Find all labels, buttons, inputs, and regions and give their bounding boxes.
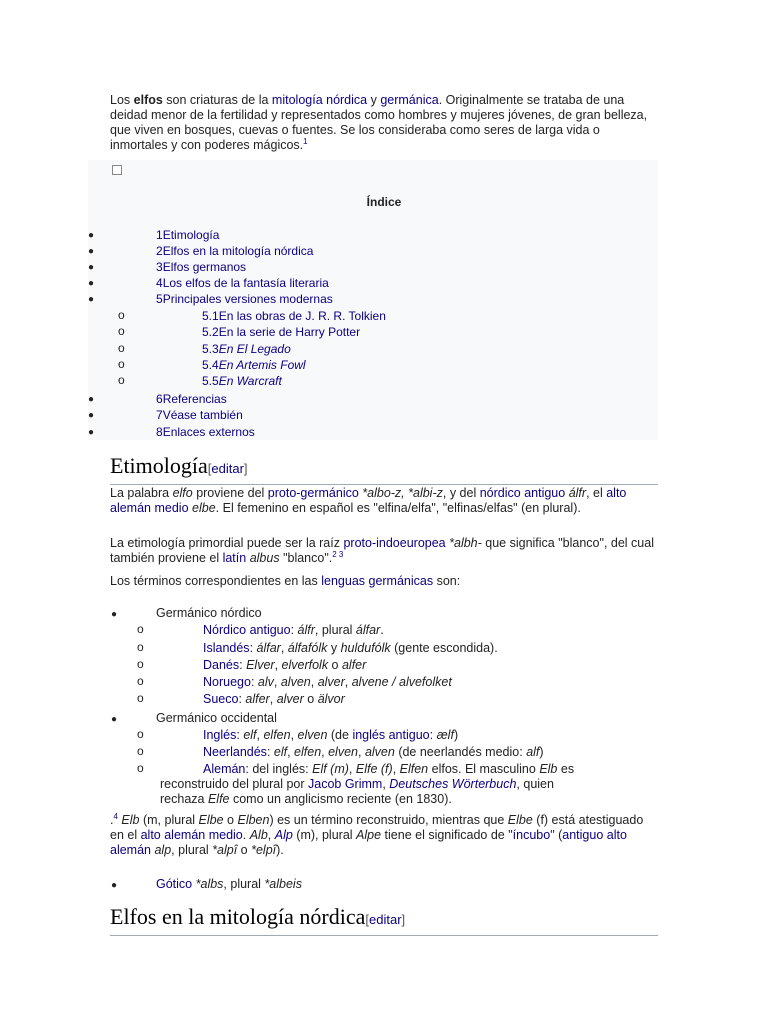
- text: :: [266, 745, 274, 759]
- link-sueco[interactable]: Sueco: [203, 692, 239, 706]
- term: álfr: [297, 623, 315, 637]
- link-alto[interactable]: alto: [606, 486, 627, 500]
- text: que significa "blanco", del cual también proviene el: [110, 536, 654, 565]
- text: (m, plural: [139, 813, 199, 827]
- toc-link[interactable]: Elfos en la mitología nórdica: [162, 244, 314, 258]
- bullet: ●: [88, 410, 95, 421]
- toc-number[interactable]: 8: [156, 425, 163, 439]
- list-item-neerlandes: [203, 744, 544, 760]
- heading-etimologia-text: Etimología: [110, 453, 208, 478]
- link-alto[interactable]: alto: [140, 828, 161, 842]
- link-antiguo[interactable]: antiguo: [249, 623, 291, 637]
- circle-bullet: o: [137, 727, 144, 741]
- etimologia-paragraph-4: [110, 813, 658, 858]
- text: "blanco".: [279, 551, 333, 565]
- term: alf: [526, 745, 540, 759]
- term: alfer: [245, 692, 270, 706]
- list-item-nordico-antiguo: [203, 622, 384, 638]
- toc-link[interactable]: En El Legado: [218, 342, 291, 356]
- bullet: ●: [88, 294, 95, 305]
- text: ) es un término reconstruido, mientras que: [269, 813, 508, 827]
- text: , el: [586, 486, 607, 500]
- term: elven: [328, 745, 358, 759]
- toc-item[interactable]: [156, 407, 243, 423]
- toc-item[interactable]: [202, 324, 360, 340]
- term: huldufólk: [340, 641, 391, 655]
- etimologia-paragraph-2: [110, 536, 658, 566]
- text: :: [239, 658, 247, 672]
- bullet: ●: [111, 714, 118, 725]
- text: , y del: [442, 486, 480, 500]
- text: (gente escondida).: [390, 641, 498, 655]
- circle-bullet: o: [137, 657, 144, 671]
- link-aleman[interactable]: alemán: [110, 501, 151, 515]
- term: Elb: [121, 813, 140, 827]
- text: (de: [327, 728, 353, 742]
- toc-number[interactable]: 3: [156, 260, 163, 274]
- text: ,: [392, 762, 400, 776]
- term: *albeis: [264, 877, 302, 891]
- heading-nordica-text: Elfos en la mitología nórdica: [110, 904, 366, 929]
- link-deutsches-worterbuch[interactable]: Deutsches Wörterbuch: [389, 777, 517, 791]
- toc-item[interactable]: [156, 227, 219, 243]
- link-aleman[interactable]: alemán: [110, 843, 151, 857]
- toc-link[interactable]: En la serie de Harry Potter: [218, 325, 361, 339]
- text: ): [539, 745, 544, 759]
- bullet: ●: [111, 880, 118, 891]
- text: " (: [550, 828, 563, 842]
- list-item-islandes: [203, 640, 498, 656]
- toc-number[interactable]: 5.3: [202, 342, 219, 356]
- link-antiguo[interactable]: antiguo: [388, 728, 430, 742]
- text: , plural: [171, 843, 213, 857]
- text: (m), plural: [292, 828, 357, 842]
- toc-item[interactable]: [156, 243, 313, 259]
- term: älvor: [317, 692, 345, 706]
- link-nordico[interactable]: Nórdico: [203, 623, 247, 637]
- term: álfar: [256, 641, 281, 655]
- term-elbe: elbe: [192, 501, 216, 515]
- text: , plural: [314, 623, 356, 637]
- term: *albs: [195, 877, 224, 891]
- term: alfer: [341, 658, 367, 672]
- link-alp[interactable]: Alp: [274, 828, 293, 842]
- toc-item[interactable]: [202, 308, 386, 324]
- circle-bullet: o: [137, 761, 144, 775]
- text: elfos. El masculino: [428, 762, 540, 776]
- text: , quien: [516, 777, 554, 791]
- circle-bullet: o: [118, 373, 125, 387]
- intro-text: son criaturas de la: [162, 93, 272, 107]
- text: .: [110, 813, 114, 827]
- ref-2-3[interactable]: 2 3: [332, 549, 344, 559]
- link-antiguo[interactable]: antiguo: [524, 486, 566, 500]
- term: alver: [276, 692, 304, 706]
- bullet: ●: [88, 262, 95, 273]
- bullet: ●: [88, 246, 95, 257]
- list-item-aleman-line3: [160, 791, 452, 807]
- term: *elpî: [251, 843, 277, 857]
- text: La etimología primordial puede ser la raíz: [110, 536, 344, 550]
- toc-link[interactable]: Etimología: [162, 228, 220, 242]
- term: alvene / alvefolket: [351, 675, 452, 689]
- link-lenguas-germanicas[interactable]: lenguas germánicas: [321, 574, 434, 588]
- toc-item[interactable]: [156, 291, 333, 307]
- term: elfen: [294, 745, 322, 759]
- text: Los términos correspondientes en las: [110, 574, 322, 588]
- toc-link[interactable]: En Warcraft: [218, 374, 282, 388]
- term: elf: [273, 745, 288, 759]
- toc-link[interactable]: Referencias: [162, 392, 227, 406]
- term: Elfe (f): [355, 762, 393, 776]
- toc-number[interactable]: 6: [156, 392, 163, 406]
- bullet: ●: [88, 394, 95, 405]
- term: Elver: [246, 658, 275, 672]
- bullet: ●: [88, 230, 95, 241]
- toc-item[interactable]: [202, 357, 306, 373]
- text: ): [453, 728, 459, 742]
- text: :: [236, 728, 244, 742]
- etimologia-paragraph-3: [110, 574, 658, 589]
- toc-number[interactable]: 5.5: [202, 374, 219, 388]
- text: .: [242, 828, 250, 842]
- text: ,: [348, 762, 356, 776]
- circle-bullet: o: [137, 674, 144, 688]
- text: :: [238, 692, 246, 706]
- toc-number[interactable]: 7: [156, 408, 163, 422]
- intro-text: . Originalmente se trataba de una deidad menor de la fertilidad y representados como hombres y mujeres jóvenes, de gran belleza, que viven en bosques, cuevas o fuentes. Se los consideraba como seres de larga vida o inmortales y con poderes mágicos.: [110, 93, 648, 152]
- toc-number[interactable]: 5.2: [202, 325, 219, 339]
- text: ,: [287, 745, 295, 759]
- term: alver: [317, 675, 345, 689]
- intro-text: Los: [110, 93, 134, 107]
- toc-item[interactable]: [156, 275, 329, 291]
- text: reconstruido del plural por: [160, 777, 308, 791]
- circle-bullet: o: [137, 691, 144, 705]
- text: como un anglicismo reciente (en 1830).: [229, 792, 452, 806]
- term: Alb: [249, 828, 268, 842]
- term: álfafólk: [287, 641, 328, 655]
- text: .: [380, 623, 384, 637]
- link-ingles[interactable]: Inglés: [203, 728, 237, 742]
- text: ,: [256, 728, 264, 742]
- text: o: [223, 813, 238, 827]
- link-proto-indoeuropea[interactable]: proto-indoeuropea: [343, 536, 446, 550]
- edit-bracket: ]: [243, 461, 248, 476]
- text: es: [557, 762, 575, 776]
- text: : del inglés:: [245, 762, 313, 776]
- text: ,: [274, 658, 282, 672]
- link-latin[interactable]: latín: [222, 551, 247, 565]
- term: elfen: [263, 728, 291, 742]
- intro-paragraph: [110, 93, 658, 153]
- toc-number[interactable]: 5.4: [202, 358, 219, 372]
- edit-bracket: [: [207, 461, 212, 476]
- link-incubo[interactable]: íncubo: [512, 828, 551, 842]
- list-item-aleman: [203, 761, 574, 777]
- text: son:: [433, 574, 461, 588]
- term: alven: [364, 745, 395, 759]
- term: alven: [280, 675, 311, 689]
- text: o: [303, 692, 318, 706]
- bullet: ●: [88, 278, 95, 289]
- term: alv: [257, 675, 274, 689]
- text: :: [250, 675, 258, 689]
- toc-number[interactable]: 2: [156, 244, 163, 258]
- circle-bullet: o: [118, 308, 125, 322]
- term: Elb: [539, 762, 558, 776]
- toc-link[interactable]: Enlaces externos: [162, 425, 255, 439]
- term: Elf (m): [312, 762, 349, 776]
- term: alp: [154, 843, 172, 857]
- edit-link-nordica[interactable]: editar: [369, 912, 402, 927]
- heading-etimologia: [110, 453, 658, 485]
- text: ,: [358, 745, 365, 759]
- text: ,: [321, 745, 329, 759]
- text: rechaza: [160, 792, 208, 806]
- circle-bullet: o: [118, 341, 125, 355]
- list-item-west-group: Germánico occidental: [156, 711, 277, 725]
- term: álfar: [355, 623, 381, 637]
- toc-number[interactable]: 1: [156, 228, 163, 242]
- text: , plural: [223, 877, 265, 891]
- text: La palabra: [110, 486, 173, 500]
- link-aleman[interactable]: alemán: [164, 828, 206, 842]
- term-albo: *albo-z, *albi-z: [358, 486, 443, 500]
- toc-item[interactable]: [202, 341, 291, 357]
- term: ælf: [436, 728, 454, 742]
- text: ,: [310, 675, 318, 689]
- text: o: [328, 658, 342, 672]
- text: ,: [344, 675, 352, 689]
- toc-number[interactable]: 5.1: [202, 309, 219, 323]
- link-nordico[interactable]: nórdico: [479, 486, 521, 500]
- text: :: [290, 623, 298, 637]
- term: elf: [243, 728, 257, 742]
- list-item-aleman-line2: [160, 776, 554, 792]
- term: Elben: [237, 813, 270, 827]
- text: ,: [280, 641, 288, 655]
- etimologia-paragraph-1: [110, 486, 658, 516]
- list-item-noruego: [203, 674, 452, 690]
- bullet: ●: [111, 609, 118, 620]
- text: ,: [267, 828, 275, 842]
- term: elverfolk: [281, 658, 329, 672]
- edit-link-etimologia[interactable]: editar: [211, 461, 244, 476]
- toc-link[interactable]: Los elfos de la fantasía literaria: [162, 276, 329, 290]
- list-item-sueco: [203, 691, 345, 707]
- link-aleman[interactable]: Alemán: [203, 762, 246, 776]
- text: :: [429, 728, 437, 742]
- intro-elfos-bold: elfos: [133, 93, 163, 107]
- text: (f) está atestiguado en el: [110, 813, 644, 842]
- text: ,: [382, 777, 390, 791]
- term: Elfen: [399, 762, 429, 776]
- list-item-danes: [203, 657, 366, 673]
- toc-title: Índice: [366, 195, 402, 209]
- link-medio[interactable]: medio: [154, 501, 189, 515]
- toc-number[interactable]: 4: [156, 276, 163, 290]
- term-alfr: álfr: [568, 486, 587, 500]
- toc-item[interactable]: [156, 391, 227, 407]
- term-albus: albus: [249, 551, 280, 565]
- link-antiguo[interactable]: antiguo: [562, 828, 604, 842]
- link-proto-germanico[interactable]: proto-germánico: [267, 486, 359, 500]
- toc-item[interactable]: [156, 424, 255, 440]
- link-ingles[interactable]: inglés: [352, 728, 386, 742]
- ref-4[interactable]: 4: [113, 811, 118, 821]
- text: tiene el significado de ": [381, 828, 513, 842]
- circle-bullet: o: [118, 357, 125, 371]
- term: Alpe: [356, 828, 382, 842]
- edit-bracket: [: [365, 912, 369, 927]
- toc-link[interactable]: Principales versiones modernas: [162, 292, 333, 306]
- circle-bullet: o: [137, 622, 144, 636]
- circle-bullet: o: [118, 324, 125, 338]
- list-item-norse-group: Germánico nórdico: [156, 606, 262, 620]
- text: proviene del: [192, 486, 268, 500]
- link-danes[interactable]: Danés: [203, 658, 240, 672]
- toc-number[interactable]: 5: [156, 292, 163, 306]
- list-item-ingles: [203, 727, 458, 743]
- list-item-gotico: [156, 876, 302, 892]
- bullet: ●: [88, 427, 95, 438]
- text: o: [237, 843, 252, 857]
- link-neerlandes[interactable]: Neerlandés: [203, 745, 267, 759]
- term-elfo: elfo: [172, 486, 193, 500]
- circle-bullet: o: [137, 640, 144, 654]
- text: y: [327, 641, 341, 655]
- link-islandes[interactable]: Islandés: [203, 641, 250, 655]
- toc-link[interactable]: En Artemis Fowl: [218, 358, 306, 372]
- toc-link[interactable]: En las obras de J. R. R. Tolkien: [218, 309, 386, 323]
- text: ,: [269, 692, 277, 706]
- text: ,: [290, 728, 298, 742]
- link-mitologia-nordica[interactable]: mitología nórdica: [271, 93, 368, 107]
- text: ).: [276, 843, 284, 857]
- link-gotico[interactable]: Gótico: [156, 877, 193, 891]
- text: (de neerlandés medio:: [394, 745, 527, 759]
- toc-item[interactable]: [156, 259, 246, 275]
- text: :: [249, 641, 257, 655]
- text: . El femenino en español es "elfina/elfa", "elfinas/elfas" (en plural).: [215, 501, 581, 515]
- link-noruego[interactable]: Noruego: [203, 675, 251, 689]
- circle-bullet: o: [137, 744, 144, 758]
- toc-toggle-checkbox[interactable]: [112, 165, 122, 175]
- term: Elbe: [198, 813, 224, 827]
- toc-link[interactable]: Elfos germanos: [162, 260, 247, 274]
- term: Elbe: [507, 813, 533, 827]
- term-albh: *albh-: [449, 536, 482, 550]
- term: Elfe: [207, 792, 230, 806]
- link-medio[interactable]: medio: [208, 828, 243, 842]
- heading-mitologia-nordica: [110, 904, 658, 936]
- toc-link[interactable]: Véase también: [162, 408, 243, 422]
- text: ,: [273, 675, 281, 689]
- intro-text: y: [367, 93, 381, 107]
- term: elven: [297, 728, 328, 742]
- ref-1[interactable]: 1: [303, 136, 308, 146]
- link-germanica[interactable]: germánica: [380, 93, 439, 107]
- edit-bracket: ]: [401, 912, 406, 927]
- toc-item[interactable]: [202, 373, 282, 389]
- link-jacob-grimm[interactable]: Jacob Grimm: [308, 777, 383, 791]
- link-alto[interactable]: alto: [606, 828, 627, 842]
- term: *alpî: [212, 843, 238, 857]
